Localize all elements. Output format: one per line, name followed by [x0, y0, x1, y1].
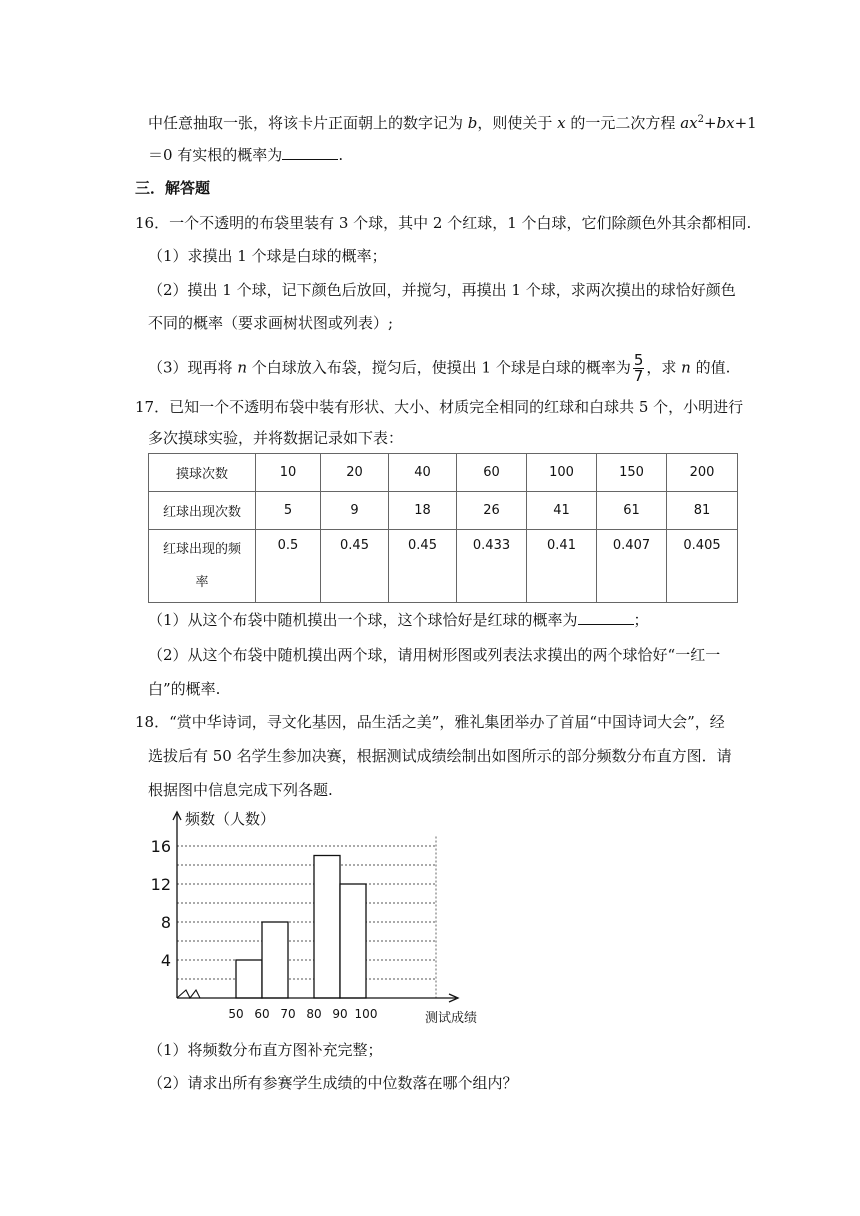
table-cell: 0.41: [527, 530, 597, 603]
eq-end: +1: [734, 114, 757, 132]
q15-text-b: ，则使关于: [477, 114, 558, 132]
histogram-bars: [236, 856, 366, 999]
q17-stem-line-1: 17．已知一个不透明布袋中装有形状、大小、材质完全相同的红球和白球共 5 个，小明进行: [135, 398, 744, 416]
table-cell: 0.5: [256, 530, 321, 603]
section-title: 三．解答题: [135, 179, 211, 197]
eq-plus: +: [703, 114, 717, 132]
y-axis-label: 频数（人数）: [185, 810, 276, 828]
q15-text-c: 的一元二次方程: [565, 114, 681, 132]
q17-part-2-line-2: 白”的概率.: [148, 680, 221, 698]
q18-stem-line-2: 选拔后有 50 名学生参加决赛，根据测试成绩绘制出如图所示的部分频数分布直方图．请: [148, 747, 732, 765]
q16-p3-text-a: （3）现再将: [148, 358, 238, 377]
table-row: [149, 530, 738, 603]
q18-part-1: （1）将频数分布直方图补充完整；: [148, 1041, 383, 1059]
table-cell: 20: [321, 454, 389, 492]
q16-part-1: （1）求摸出 1 个球是白球的概率；: [148, 247, 387, 265]
y-tick-label: 16: [150, 837, 171, 856]
grid-lines: [177, 837, 436, 999]
table-cell: 0.433: [457, 530, 527, 603]
q16-p3-text-d: 的值.: [690, 358, 731, 377]
answer-blank[interactable]: [282, 145, 338, 160]
fraction-five-sevenths: [633, 353, 645, 384]
q17-p1-end: ；: [633, 611, 649, 629]
table-cell: 0.405: [667, 530, 738, 603]
var-n-2: n: [681, 358, 691, 377]
table-cell: 61: [597, 492, 667, 530]
q16-p3-text-c: ，求: [646, 358, 682, 377]
table-cell: 81: [667, 492, 738, 530]
histogram-bar: [314, 856, 340, 999]
eq-exponent: 2: [697, 114, 704, 125]
table-cell: 0.45: [321, 530, 389, 603]
table-cell: 100: [527, 454, 597, 492]
row-label-frequency: [149, 530, 256, 603]
q16-part-3: [148, 353, 730, 384]
table-row: [149, 492, 738, 530]
y-tick-label: 4: [160, 951, 171, 970]
var-n: n: [237, 358, 247, 377]
q17-p1-text: （1）从这个布袋中随机摸出一个球，这个球恰好是红球的概率为: [148, 611, 578, 629]
eq-ax: ax: [680, 114, 698, 132]
row-label-trials: 摸球次数: [149, 454, 256, 492]
table-cell: 9: [321, 492, 389, 530]
q18-stem-line-1: 18．“赏中华诗词，寻文化基因，品生活之美”，雅礼集团举办了首届“中国诗词大会”，经: [135, 713, 725, 731]
table-cell: 0.45: [389, 530, 457, 603]
x-axis-label: 测试成绩: [425, 1011, 478, 1026]
x-tick-label: 60: [254, 1007, 270, 1021]
histogram-bar: [236, 960, 262, 998]
table-cell: 150: [597, 454, 667, 492]
q17-stem-line-2: 多次摸球实验，并将数据记录如下表：: [148, 429, 404, 447]
x-tick-label: 80: [306, 1007, 322, 1021]
q15-text-d: ＝0 有实根的概率为: [148, 146, 283, 164]
table-cell: 5: [256, 492, 321, 530]
q16-part-2-line-1: （2）摸出 1 个球，记下颜色后放回，并搅匀，再摸出 1 个球，求两次摸出的球恰好颜色: [148, 281, 736, 299]
var-x: x: [557, 114, 566, 132]
frequency-histogram: [140, 808, 480, 1028]
var-b: b: [467, 114, 478, 132]
fraction-denominator: 7: [633, 367, 644, 385]
table-cell: 60: [457, 454, 527, 492]
row-label-red-count: 红球出现次数: [149, 492, 256, 530]
y-tick-label: 12: [150, 875, 171, 894]
q15-text-a: 中任意抽取一张，将该卡片正面朝上的数字记为: [148, 114, 468, 132]
histogram-bar: [340, 884, 366, 998]
q15-period: .: [338, 146, 344, 164]
q16-stem: 16．一个不透明的布袋里装有 3 个球，其中 2 个红球，1 个白球，它们除颜色外其余都相同.: [135, 214, 752, 232]
table-cell: 26: [457, 492, 527, 530]
q16-part-2-line-2: 不同的概率（要求画树状图或列表）;: [148, 314, 394, 332]
histogram-bar: [262, 922, 288, 998]
table-cell: 18: [389, 492, 457, 530]
row-label-frequency-part-1: 红球出现的频: [162, 542, 241, 557]
table-cell: 40: [389, 454, 457, 492]
q15-line-2: [148, 145, 343, 165]
q16-p3-text-b: 个白球放入布袋，搅匀后，使摸出 1 个球是白球的概率为: [246, 358, 631, 377]
table-row: [149, 454, 738, 492]
table-cell: 200: [667, 454, 738, 492]
fraction-numerator: 5: [633, 351, 644, 369]
table-cell: 0.407: [597, 530, 667, 603]
eq-bx: bx: [716, 114, 735, 132]
x-tick-label: 70: [280, 1007, 296, 1021]
q15-line-1: [148, 113, 757, 133]
q18-part-2: （2）请求出所有参赛学生成绩的中位数落在哪个组内？: [148, 1074, 518, 1092]
table-cell: 41: [527, 492, 597, 530]
row-label-frequency-part-2: 率: [195, 575, 209, 590]
table-cell: 10: [256, 454, 321, 492]
y-tick-label: 8: [160, 913, 171, 932]
x-tick-label: 50: [228, 1007, 244, 1021]
axis-break-icon: [177, 990, 200, 998]
q17-part-1: [148, 610, 649, 630]
x-tick-label: 90: [332, 1007, 348, 1021]
x-tick-label: 100: [354, 1007, 378, 1021]
answer-blank[interactable]: [578, 610, 634, 625]
q18-stem-line-3: 根据图中信息完成下列各题.: [148, 781, 333, 799]
experiment-table: [148, 453, 738, 603]
q17-part-2-line-1: （2）从这个布袋中随机摸出两个球，请用树形图或列表法求摸出的两个球恰好“一红一: [148, 646, 721, 664]
